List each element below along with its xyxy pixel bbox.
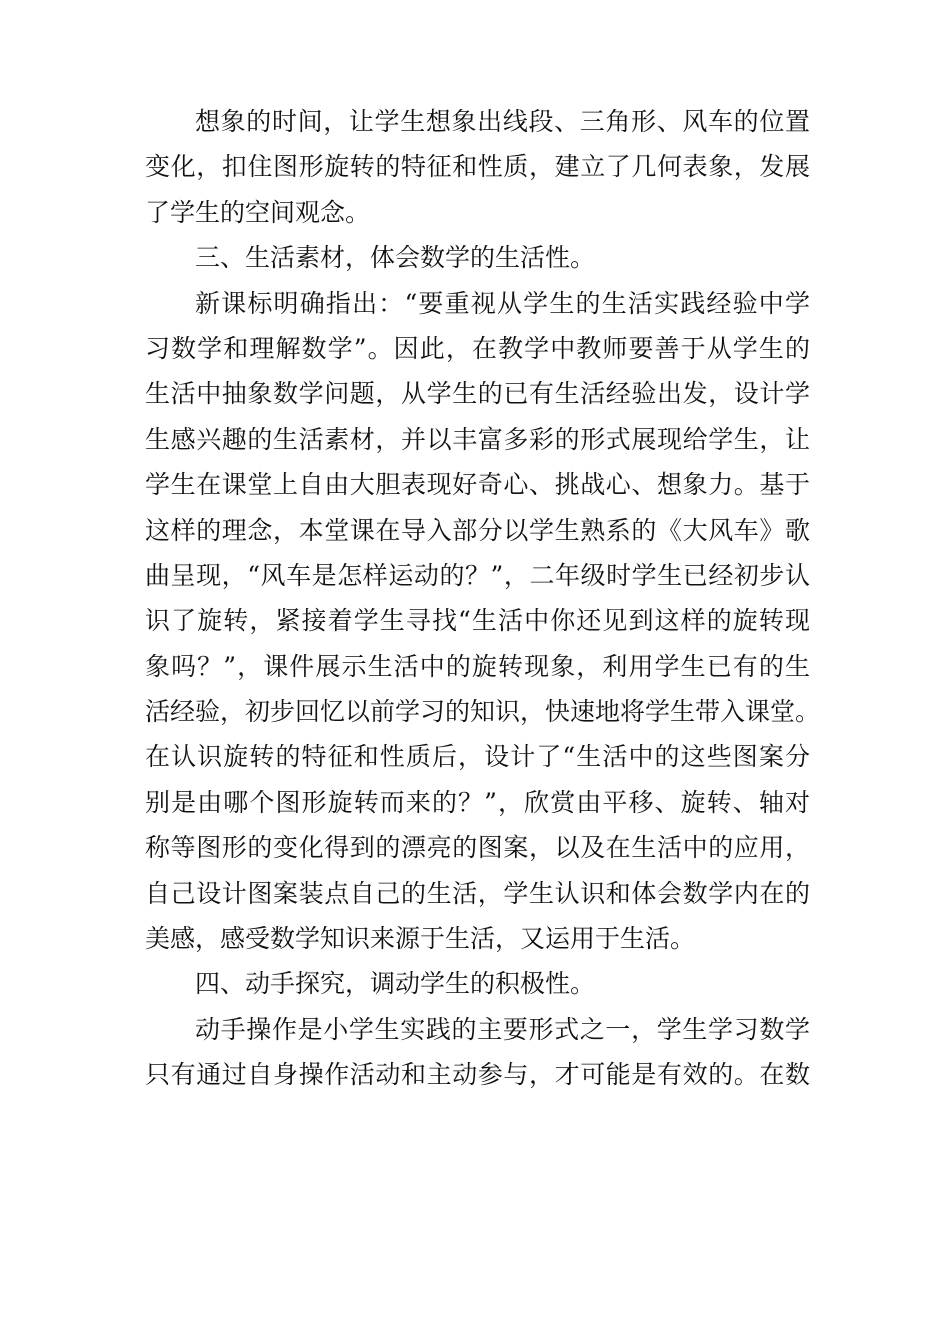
text-line: 生感兴趣的生活素材，并以丰富多彩的形式展现给学生，让 xyxy=(145,424,810,454)
heading-text: 四、动手探究，调动学生的积极性。 xyxy=(195,969,596,999)
text-line: 生活中抽象数学问题，从学生的已有生活经验出发，设计学 xyxy=(145,379,810,409)
text-line: 了学生的空间观念。 xyxy=(145,197,371,227)
section-heading xyxy=(145,961,810,1006)
section-heading xyxy=(145,235,810,280)
text-line: 只有通过自身操作活动和主动参与，才可能是有效的。在数 xyxy=(145,1060,810,1090)
text-line: 称等图形的变化得到的漂亮的图案，以及在生活中的应用， xyxy=(145,833,810,863)
paragraph xyxy=(145,1007,810,1098)
paragraph xyxy=(145,99,810,235)
text-line: 新课标明确指出：“要重视从学生的生活实践经验中学 xyxy=(195,288,810,318)
text-line: 活经验，初步回忆以前学习的知识，快速地将学生带入课堂。 xyxy=(145,697,821,727)
text-line: 象吗？”，课件展示生活中的旋转现象，利用学生已有的生 xyxy=(145,651,810,681)
document-page xyxy=(145,99,821,1098)
text-line: 习数学和理解数学”。因此，在教学中教师要善于从学生的 xyxy=(145,333,810,363)
text-line: 想象的时间，让学生想象出线段、三角形、风车的位置 xyxy=(195,107,810,136)
text-line: 自己设计图案装点自己的生活，学生认识和体会数学内在的 xyxy=(145,878,810,908)
paragraph xyxy=(145,281,821,962)
text-line: 美感，感受数学知识来源于生活，又运用于生活。 xyxy=(145,924,696,954)
text-line: 识了旋转，紧接着学生寻找“生活中你还见到这样的旋转现 xyxy=(145,606,810,636)
text-line: 变化，扣住图形旋转的特征和性质，建立了几何表象，发展 xyxy=(145,152,810,182)
text-line: 在认识旋转的特征和性质后，设计了“生活中的这些图案分 xyxy=(145,742,810,772)
text-line: 这样的理念，本堂课在导入部分以学生熟系的《大风车》歌 xyxy=(145,515,810,545)
text-line: 动手操作是小学生实践的主要形式之一，学生学习数学 xyxy=(195,1014,810,1044)
text-line: 学生在课堂上自由大胆表现好奇心、挑战心、想象力。基于 xyxy=(145,470,810,500)
text-line: 曲呈现，“风车是怎样运动的？”，二年级时学生已经初步认 xyxy=(145,560,810,590)
heading-text: 三、生活素材，体会数学的生活性。 xyxy=(195,243,596,273)
text-line: 别是由哪个图形旋转而来的？”，欣赏由平移、旋转、轴对 xyxy=(145,787,810,817)
